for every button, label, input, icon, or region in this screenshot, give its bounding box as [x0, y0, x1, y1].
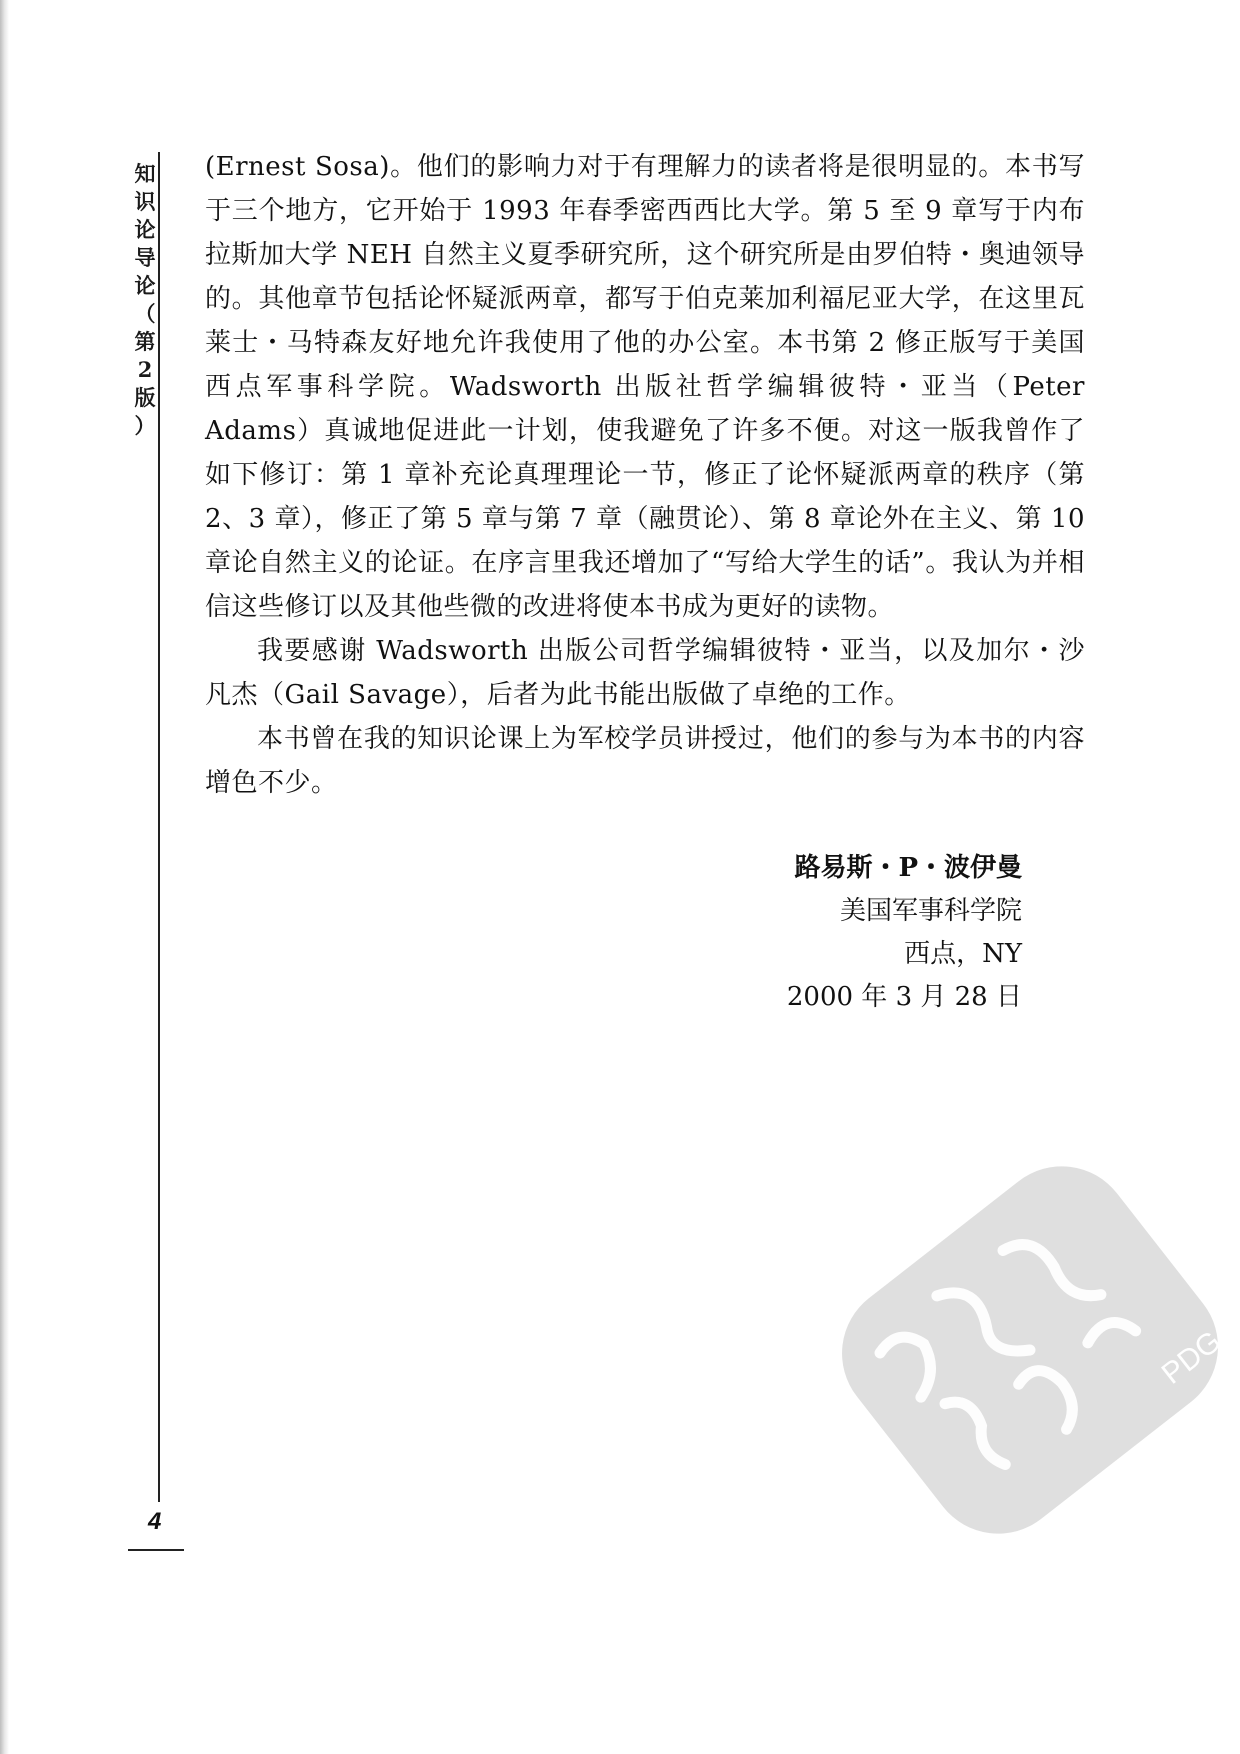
running-head-char: 导	[134, 245, 156, 270]
running-head-char: 论	[134, 273, 156, 298]
running-head-char: 识	[134, 189, 156, 214]
running-head-char: 2	[137, 357, 153, 382]
footer-rule	[128, 1549, 184, 1551]
paragraph-course: 本书曾在我的知识论课上为军校学员讲授过，他们的参与为本书的内容增色不少。	[205, 724, 1085, 798]
running-head-char: ）	[134, 413, 156, 438]
author-institution: 美国军事科学院	[839, 896, 1022, 926]
body-text	[205, 145, 1085, 805]
author-place: 西点，NY	[904, 939, 1022, 969]
running-head-char: 知	[134, 161, 156, 186]
running-head	[130, 160, 160, 440]
paragraph-continuation: (Ernest Sosa)。他们的影响力对于有理解力的读者将是很明显的。本书写于三个地方，它开始于 1993 年春季密西西比大学。第 5 至 9 章写于内布拉斯加大学 NEH 自然主义夏季研究所，这个研究所是由罗伯特・奥迪领导的。其他章节包括论怀疑派两章，都写于伯克莱加利福尼亚大学，在这里瓦莱士・马特森友好地允许我使用了他的办公室。本书第 2 修正版写于美国西点军事科学院。Wadsworth 出版社哲学编辑彼特・亚当（Peter Adams）真诚地促进此一计划，使我避免了许多不便。对这一版我曾作了如下修订：第 1 章补充论真理理论一节，修正了论怀疑派两章的秩序（第 2、3 章），修正了第 5 章与第 7 章（融贯论）、第 8 章论外在主义、第 10 章论自然主义的论证。在序言里我还增加了“写给大学生的话”。我认为并相信这些修订以及其他些微的改进将使本书成为更好的读物。	[205, 152, 1085, 622]
paragraph-acknowledgement: 我要感谢 Wadsworth 出版公司哲学编辑彼特・亚当，以及加尔・沙凡杰（Gail Savage），后者为此书能出版做了卓绝的工作。	[205, 636, 1085, 710]
watermark-stamp-icon	[820, 1140, 1240, 1560]
preface-date: 2000 年 3 月 28 日	[786, 982, 1022, 1012]
running-head-char: 第	[134, 329, 156, 354]
signature-block	[720, 847, 1022, 1019]
watermark-stamp-text: PDG	[1155, 1324, 1228, 1391]
author-name: 路易斯・P・波伊曼	[794, 853, 1022, 883]
running-head-char: 论	[134, 217, 156, 242]
running-head-char: （	[134, 301, 156, 326]
scan-edge-shadow	[0, 0, 9, 1754]
running-head-char: 版	[134, 385, 156, 410]
page-number: 4	[148, 1508, 162, 1535]
